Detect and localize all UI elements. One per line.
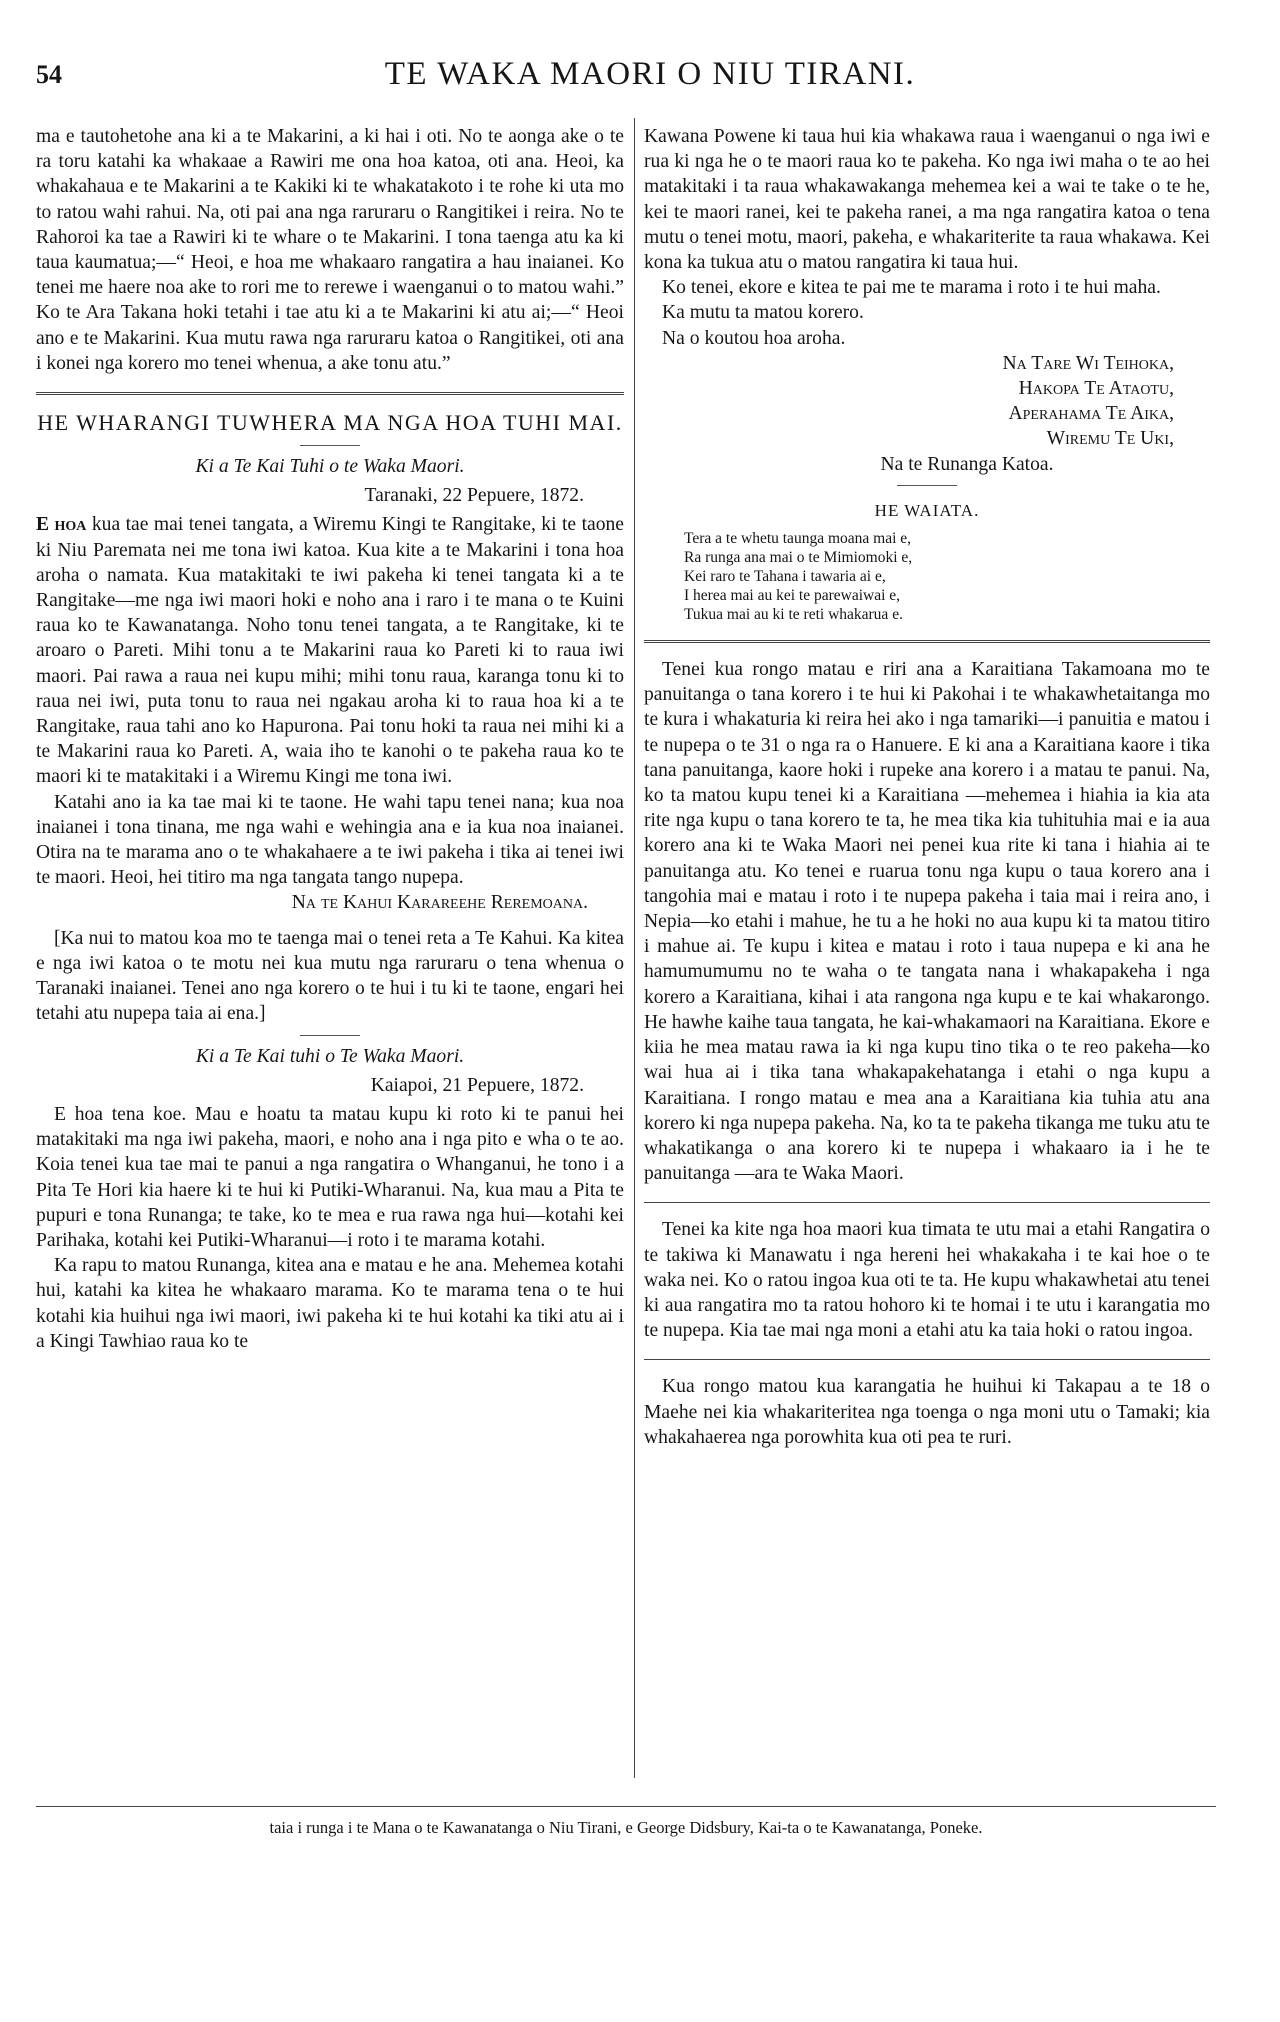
section-rule	[644, 1202, 1210, 1203]
editor-note: [Ka nui to matou koa mo te taenga mai o tenei reta a Te Kahui. Ka kitea e nga iwi katoa o te motu nei kua mutu nga raruraru o tena whenua o Taranaki inaianei. Tenei ano nga korero o te hui i tu ki te taone, engari hei tetahi atu nupepa taia ai ena.]	[36, 927, 624, 1025]
editorial-paragraph: Tenei ka kite nga hoa maori kua timata te utu mai a etahi Rangatira o te takiwa ki Manawatu i nga hereni hei whakakaha i te kai hoe o te waka nei. Ko o ratou ingoa kua oti te ta. He kupu whakawhetai atu tenei ki aua rangatira mo ta ratou hohoro ki te homai i te utu i karangatia mo te nupepa. Kia tae mai nga moni a etahi atu ka taia hoki o ratou ingoa.	[644, 1219, 1210, 1342]
footer-rule	[36, 1806, 1216, 1807]
right-column	[644, 124, 1210, 1450]
letter2-paragraph: E hoa tena koe. Mau e hoatu ta matau kupu ki roto ki te panui hei matakitaki ma nga iwi pakeha, maori, e noho ana i nga pito e wha o te ao. Koia tenei kua tae mai te panui a nga rangatira o Whanganui, he tono i a Pita Te Hori kia haere ki te hui ki Putiki-Wharanui. Na, kua mau a Pita te pupuri e tona Runanga; te take, ko te mea e rua rawa nga hui—kotahi kei Parihaka, kotahi kei Putiki-Wharanui—i roto i te marama kotahi.	[36, 1103, 624, 1251]
section-rule	[36, 392, 624, 395]
signatory: Hakopa Te Ataotu,	[1018, 378, 1174, 400]
letter1-dateline: Taranaki, 22 Pepuere, 1872.	[364, 485, 584, 507]
letter1-paragraph	[36, 512, 624, 789]
printer-imprint: taia i runga i te Mana o te Kawanatanga o Niu Tirani, e George Didsbury, Kai-ta o te Kawanatanga, Poneke.	[269, 1818, 983, 1837]
editorial-paragraph: Tenei kua rongo matau e riri ana a Karaitiana Takamoana mo te panuitanga o tana korero i te hui ki Pakohai i te whakawhetaitanga mo te kura i whakaturia ki reira hei ako i nga tamariki—i panuitia e matou i te nupepa o te 31 o nga ra o Hanuere. E ki ana a Karaitiana kaore i tika tana panuitanga, kaore hoki i rupeke ana korero i a matau te panui. Na, ko ta matou kupu tenei ki a Karaitiana —mehemea i hiahia ia kia ata rite nga kupu o tana korero te ta, he mea tika kia tuhituhia mai e ia aua korero ana ki te Waka Maori nei penei kua rite ki tana i hiahia ai te panuitanga atu. Ko tenei e ruarua tonu nga kupu o taua korero ana i tangohia mai e matau i roto i te nupepa pakeha i taia mai i reira ano, i Nepia—ko etahi i mahue, he tu a he hoki no aua kupu ki ta matou titiro i mahue ai. Te kupu i kitea e matau i roto i taua nupepa e ki ana he hamumumumu no te waha o te tangata nana i whakapakeha i nga korero a Karaitiana, kihai i ata rangona nga kupu e te kai whakarongo. He hawhe kaihe taua tangata, he kai-whakamaori na Karaitiana. Ekore e kiia he mea matau rawa ia ki nga kupu tino tika o te reo pakeha—ko wai hua ai i tika tana whakapakehatanga i etahi o nga kupu a Karaitiana. I rongo matau e mea ana a Karaitiana kia tuhia atu ana korero ki nga nupepa pakeha. Na, ko ta te pakeha tikanga me tuku atu te whakatikanga o ana korero ki te nupepa i whakaaro ia i he te panuitanga —ara te Waka Maori.	[644, 659, 1210, 1185]
letter1-salutation: Ki a Te Kai Tuhi o te Waka Maori.	[195, 456, 465, 478]
letter1-opening: E hoa	[36, 514, 87, 536]
letter2-salutation: Ki a Te Kai tuhi o Te Waka Maori.	[195, 1045, 465, 1067]
waiata-line: Tukua mai au ki te reti whakarua e.	[684, 606, 903, 624]
signoff: Na te Runanga Katoa.	[880, 453, 1054, 475]
letter2-paragraph-3: Ko tenei, ekore e kitea te pai me te marama i roto i te hui maha.	[662, 277, 1161, 299]
section-rule	[644, 1359, 1210, 1360]
letter1-body: kua tae mai tenei tangata, a Wiremu Kingi te Rangitake, ki te taone ki Niu Paremata nei me tona iwi katoa. Kua kite a te Makarini i tona hoa aroha o namata. Kua matakitaki te iwi pakeha ki tenei tangata ki a te Rangitake—me nga iwi maori hoki e noho ana i raro i te mana o te Kuini raua ko te Kawanatanga. Noho tonu tenei tangata, a te Rangitake, ki te aroaro o Pareti. Mihi tonu a te Makarini raua ko Pareti ki to raua iwi maori. Pai rawa a raua nei kupu mihi; mihi tonu raua, karanga tonu ki to raua nei iwi, puta tonu to raua nei ngakau aroha ki to raua hoa ki a te Rangitake, raua tahi ano ko Hapurona. Pai tonu hoki ta raua nei mihi ki a te Makarini raua ko Pareti. A, waia iho te kanohi o te pakeha raua ko te maori ki te matakitaki i a Wiremu Kingi me tona iwi.	[36, 514, 625, 788]
running-head: TE WAKA MAORI O NIU TIRANI.	[384, 56, 916, 92]
short-rule	[300, 1035, 360, 1036]
letter2-paragraph-2: Ka rapu to matou Runanga, kitea ana e matau e he ana. Mehemea kotahi hui, katahi ka kitea he whakaaro marama. Ko te marama tena o te hui kotahi kia huihui nga iwi maori, iwi pakeha ki te hui kotahi ka tiki atu ai i a Kingi Tawhiao raua ko te	[36, 1255, 624, 1352]
waiata-title: HE WAIATA.	[874, 500, 980, 520]
section-rule	[644, 640, 1210, 643]
signatory: Wiremu Te Uki,	[1046, 428, 1174, 450]
column-divider	[634, 118, 635, 1778]
short-rule	[300, 445, 360, 446]
letter2-dateline: Kaiapoi, 21 Pepuere, 1872.	[370, 1074, 584, 1096]
letter1-signature: Na te Kahui Karareehe Reremoana.	[291, 892, 588, 914]
letter2-continued: Kawana Powene ki taua hui kia whakawa raua i waenganui o nga iwi e rua ki nga he o te maori raua ko te pakeha. Ko nga iwi maha o te ao hei matakitaki i ta raua whakawakanga mehemea kei a wai te take o te he, kei te maori ranei, kei te pakeha ranei, a ma nga rangatira katoa o tena mutu o tenei motu, maori, pakeha, e whakariterite ta raua whakawa. Kei kona ka tukua atu o matou rangatira ki taua hui.	[644, 126, 1210, 274]
signatory: Na Tare Wi Teihoka,	[1002, 352, 1174, 374]
waiata-line: Ra runga ana mai o te Mimiomoki e,	[684, 549, 913, 567]
letter1-paragraph-2: Katahi ano ia ka tae mai ki te taone. He wahi tapu tenei nana; kua noa inaianei i tona tinana, me nga wahi e wehingia ana e ia kua noa inaianei. Otira na te marama ano o te whakahaere a te iwi pakeha i tika ai tenei iwi te maori. Heoi, hei titiro ma nga tangata tango nupepa.	[36, 791, 624, 889]
section-heading: HE WHARANGI TUWHERA MA NGA HOA TUHI MAI.	[37, 410, 623, 436]
signatory: Aperahama Te Aika,	[1008, 403, 1174, 425]
page-number: 54	[36, 60, 62, 89]
waiata-verse	[644, 529, 1210, 624]
letter2-paragraph-4: Ka mutu ta matou korero.	[662, 302, 864, 324]
continued-article: ma e tautohetohe ana ki a te Makarini, a ki hai i oti. No te aonga ake o te ra toru katahi ka whakaae a Rawiri me ona hoa katoa, oti ana. Heoi, ka whakahaua e te Makarini a te Kakiki ki te whakatakoto i te rohe ki uta mo to ratou wahi rahui. Na, oti pai ana nga raruraru o Rangitikei i reira. No te Rahoroi ka tae a Rawiri ki te whare o te Makarini. I tona taenga atu ka ki taua kaumatua;—“ Heoi, e hoa me whakaaro rangatira a hau inaianei. Ko tenei me haere noa ake to rori me to rerewe i waenganui o to matou wahi.” Ko te Ara Takana hoki tetahi i tae atu ki a te Makarini ki atu ai;—“ Heoi ano e te Makarini. Kua mutu rawa nga raruraru katoa o Rangitikei, oti ana i konei nga korero mo tenei whenua, a ake tonu atu.”	[36, 126, 624, 374]
short-rule	[897, 485, 957, 486]
left-column	[36, 124, 624, 1354]
editorial-paragraph: Kua rongo matou kua karangatia he huihui ki Takapau a te 18 o Maehe nei kia whakariteritea nga toenga o nga moni utu o Tamaki; kia whakahaerea nga porowhita kua oti pea te ruri.	[644, 1376, 1210, 1448]
waiata-line: Tera a te whetu taunga moana mai e,	[684, 530, 912, 548]
letter2-paragraph-5: Na o koutou hoa aroha.	[662, 327, 846, 349]
waiata-line: Kei raro te Tahana i tawaria ai e,	[684, 568, 886, 586]
waiata-line: I herea mai au kei te parewaiwai e,	[684, 587, 901, 605]
